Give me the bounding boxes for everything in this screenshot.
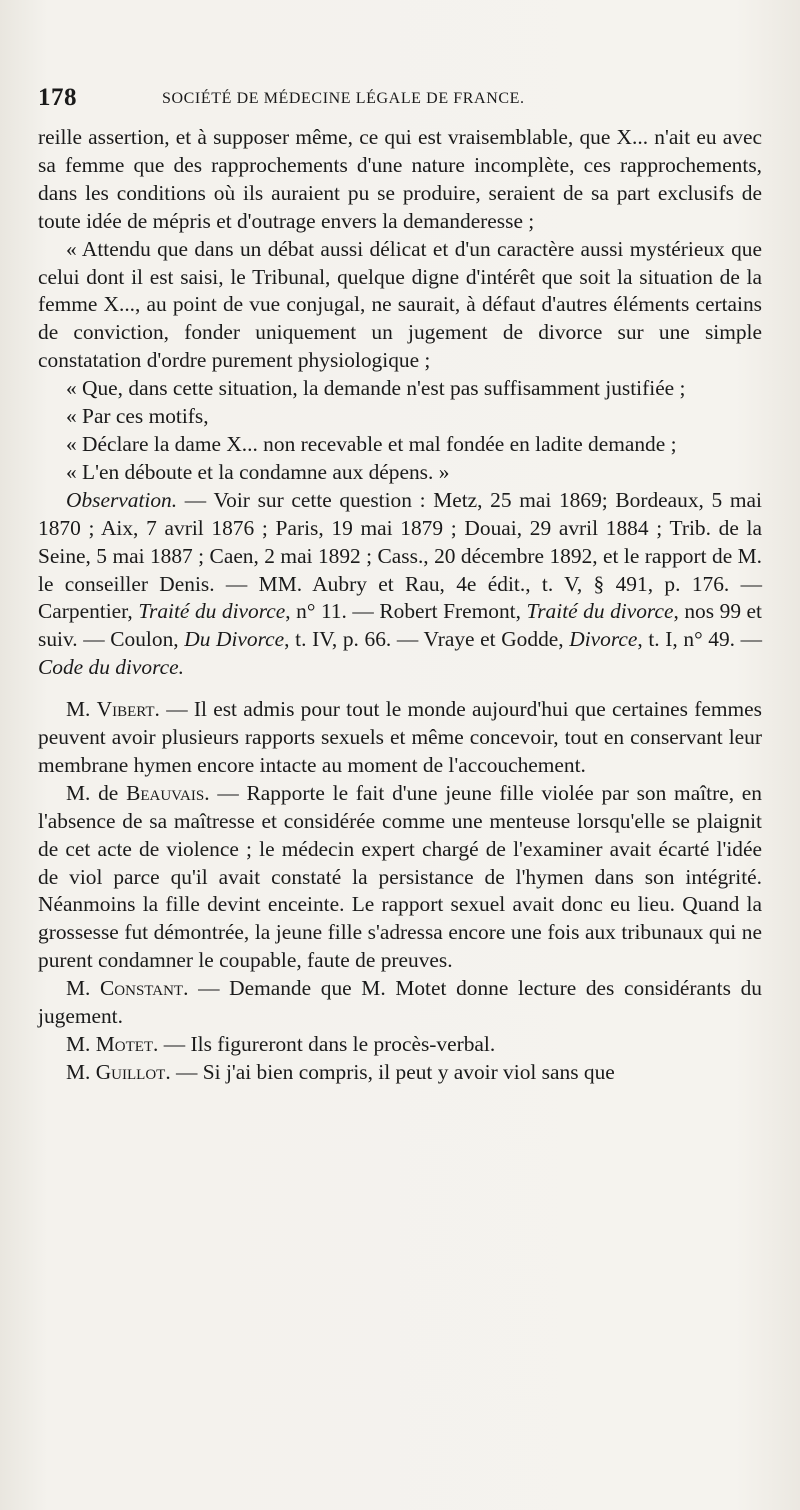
speaker-title: M. xyxy=(66,1059,96,1084)
observation-text-3: , nos 99 et suiv. — Coulon, xyxy=(38,599,762,652)
speaker-title: M. xyxy=(66,697,97,722)
page-number: 178 xyxy=(38,84,77,111)
observation-title-2: Traité du divorce xyxy=(526,599,674,624)
observation-title-1: Traité du divorce xyxy=(138,599,286,624)
observation-title-3: Du Divorce xyxy=(184,627,285,652)
speaker-title: M. xyxy=(66,1032,96,1056)
paragraph-continuation: reille assertion, et à supposer même, ce qui est vraisemblable, que X... n'ait eu avec sa femme que des rapprochements d'une nature incomplète, ces rapprochements, dans les conditions où ils auraient pu se produire, seraient de sa part exclusifs de toute idée de mépris et d'outrage envers la demanderesse ; xyxy=(38,125,762,233)
speaker-name: Constant. xyxy=(100,976,189,1001)
observation-text-1: — Voir sur cette question : Metz, 25 mai 1869; Bordeaux, 5 mai 1870 ; Aix, 7 avril 1876 ; Paris, 19 mai 1879 ; Douai, 29 avril 1884 ; Trib. de la Seine, 5 mai 1887 ; Caen, 2 mai 1892 ; Cass., 20 décembre 1892, et le rapport de M. le conseiller Denis. — MM. Aubry et Rau, 4e édit., t. V, § 491, p. 176. — Carpentier, xyxy=(38,487,762,624)
observation-text-4: , t. IV, p. 66. — Vraye et Godde, xyxy=(284,627,570,652)
speech-text: — Il est admis pour tout le monde aujourd'hui que certaines femmes peuvent avoir plusieurs rapports sexuels et même concevoir, tout en conservant leur membrane hymen encore intacte au moment de l'accouchement. xyxy=(38,697,763,777)
speaker-title: M. xyxy=(66,976,101,1001)
observation-title-4: Divorce xyxy=(569,627,638,652)
speaker-name: Vibert. xyxy=(96,697,160,722)
observation-paragraph xyxy=(38,487,762,682)
speech-text: — Demande que M. Motet donne lecture des considérants du jugement. xyxy=(38,976,762,1029)
page-header xyxy=(38,84,758,118)
speech-text: — Rapporte le fait d'une jeune fille violée par son maître, en l'absence de sa maîtresse et considérée comme une menteuse lorsqu'elle se plaignit de cet acte de violence ; le médecin expert chargé de l'examiner avait écarté l'idée de viol parce qu'il avait constaté la persistance de l'hymen dans son intégrité. Néanmoins la fille devint enceinte. Le rapport sexuel avait donc eu lieu. Quand la grossesse fut démontrée, la jeune fille s'adressa encore une fois aux tribunaux qui ne purent condamner le coupable, faute de preuves. xyxy=(38,780,762,973)
discussion-vibert xyxy=(38,696,762,780)
speaker-title: M. de xyxy=(66,780,127,805)
paragraph-declare: « Déclare la dame X... non recevable et mal fondée en ladite demande ; xyxy=(66,431,677,456)
discussion-motet xyxy=(38,1031,762,1059)
speaker-name: Motet. xyxy=(95,1032,159,1056)
discussion-guillot xyxy=(38,1059,762,1087)
discussion-constant xyxy=(38,975,762,1031)
observation-text-2: , n° 11. — Robert Fremont, xyxy=(285,599,527,624)
observation-text-5: , t. I, n° 49. — xyxy=(637,627,763,652)
speech-text: — Si j'ai bien compris, il peut y avoir viol sans que xyxy=(170,1059,615,1084)
discussion-beauvais xyxy=(38,780,762,975)
paragraph-deboute: « L'en déboute et la condamne aux dépens. » xyxy=(66,459,450,484)
observation-label: Observation. xyxy=(66,487,178,512)
speaker-name: Beauvais. xyxy=(126,780,210,805)
speech-text: — Ils figureront dans le procès-verbal. xyxy=(158,1032,496,1056)
speaker-name: Guillot. xyxy=(95,1059,171,1084)
running-title: SOCIÉTÉ DE MÉDECINE LÉGALE DE FRANCE. xyxy=(162,90,525,107)
paragraph-motifs: « Par ces motifs, xyxy=(66,404,209,429)
page-body xyxy=(38,124,762,1087)
observation-title-5: Code du divorce. xyxy=(38,655,184,680)
paragraph-que: « Que, dans cette situation, la demande n'est pas suffisamment justifiée ; xyxy=(66,376,686,401)
paragraph-attendu: « Attendu que dans un débat aussi délicat et d'un caractère aussi mystérieux que celui dont il est saisi, le Tribunal, quelque digne d'intérêt que soit la situation de la femme X..., au point de vue conjugal, ne saurait, à défaut d'autres éléments certains de conviction, fonder uniquement un jugement de divorce sur une simple constatation d'ordre purement physiologique ; xyxy=(38,236,762,373)
